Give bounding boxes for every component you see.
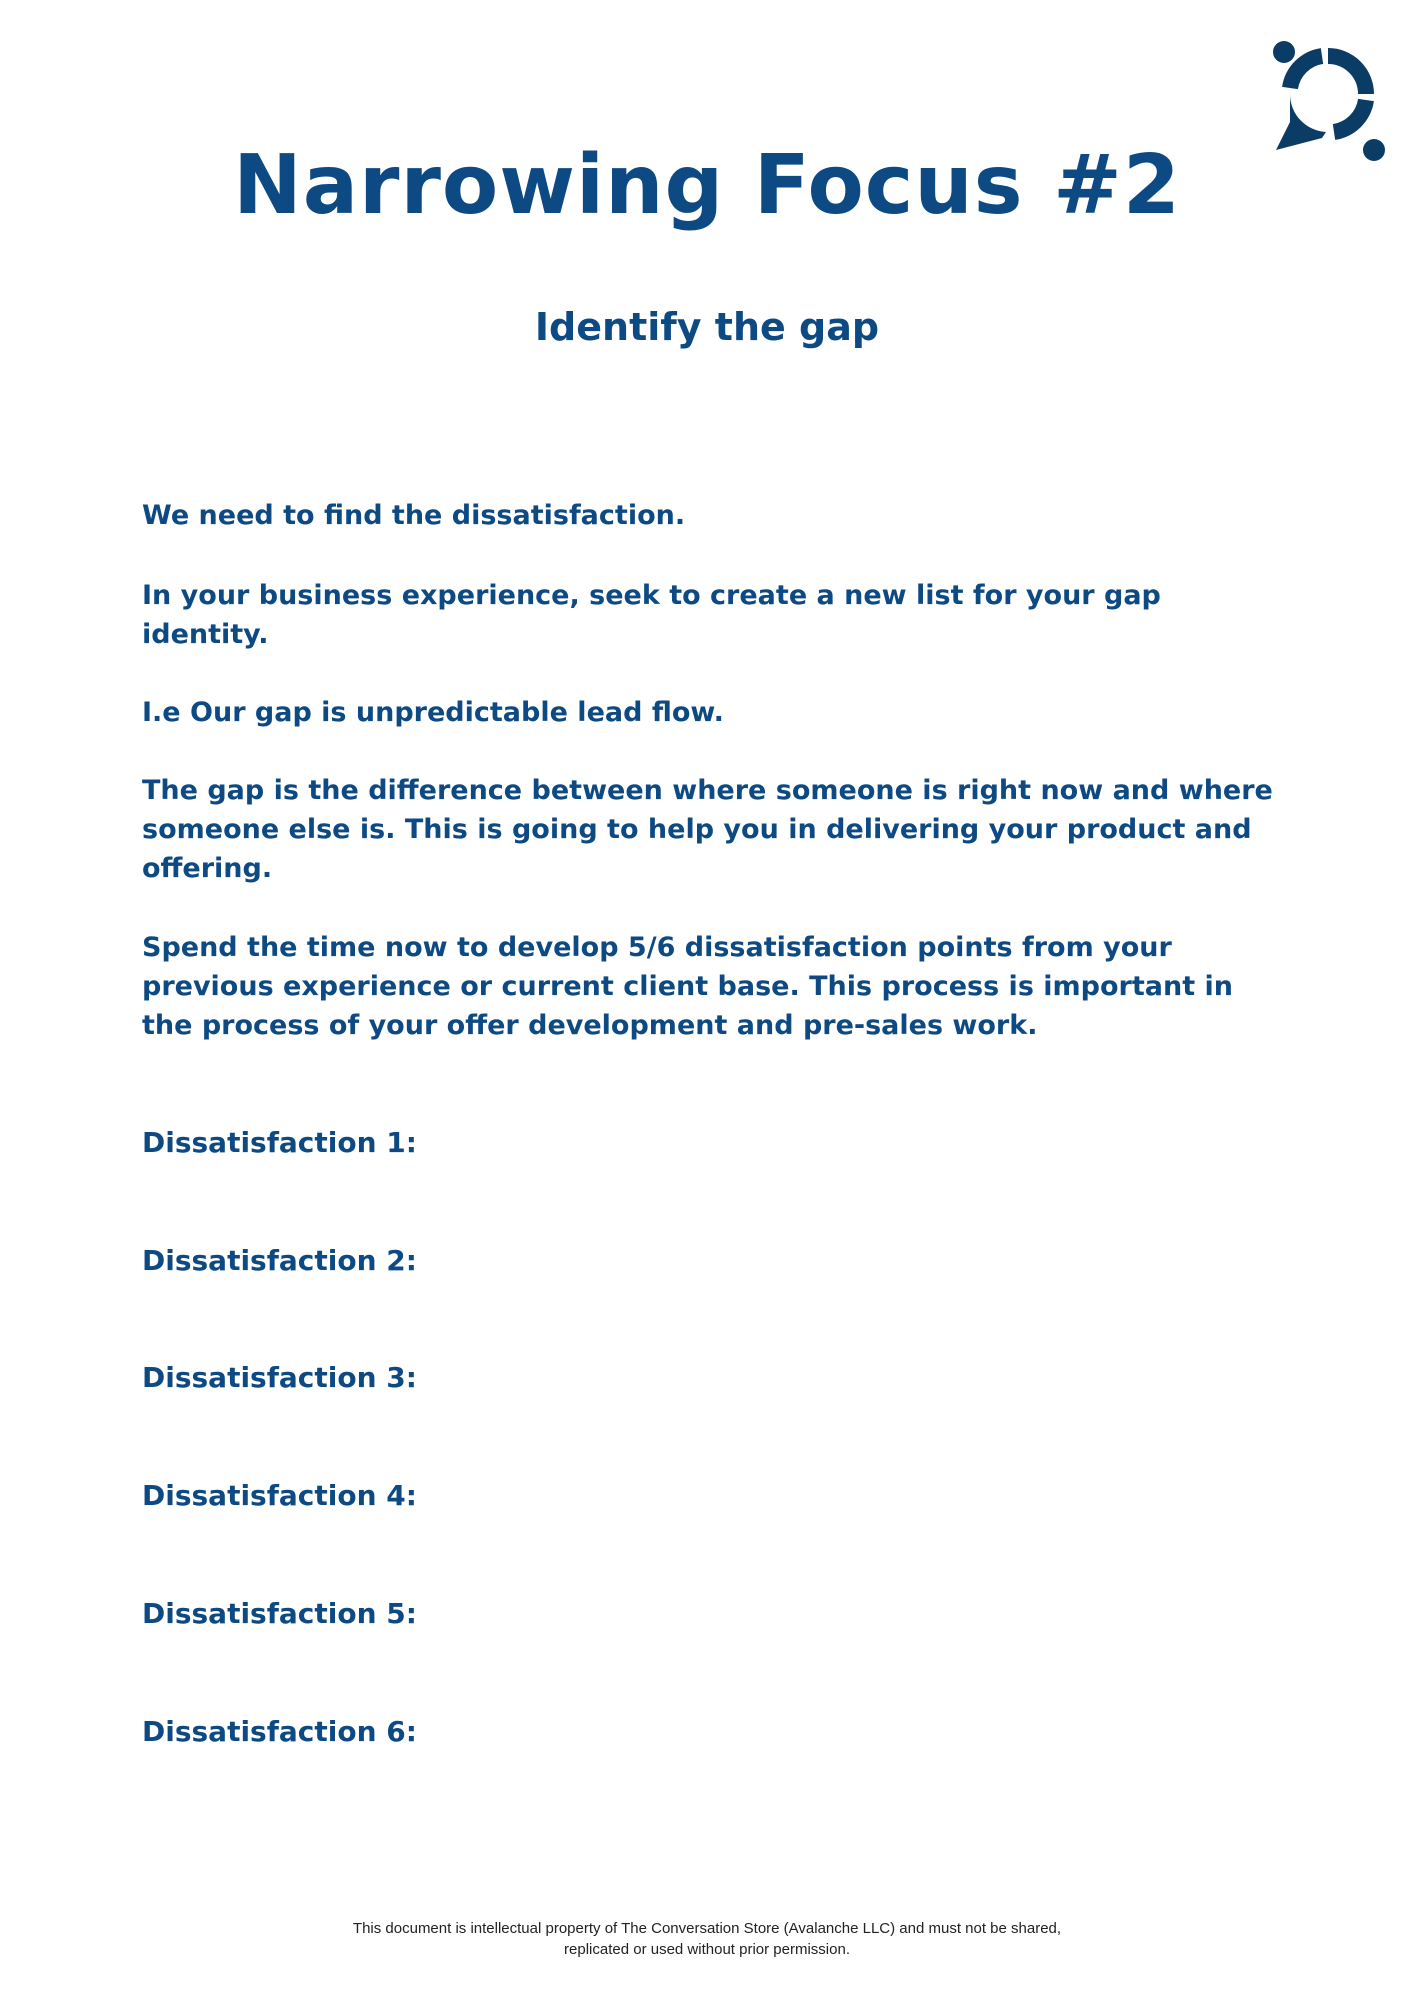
dissatisfaction-label-2: Dissatisfaction 2: bbox=[142, 1244, 417, 1277]
paragraph-gap-list: In your business experience, seek to create a new list for your gap identity. bbox=[142, 580, 1161, 650]
dissatisfaction-label-6: Dissatisfaction 6: bbox=[142, 1715, 417, 1748]
page-subtitle: Identify the gap bbox=[534, 305, 880, 349]
copyright-footer bbox=[0, 1918, 1414, 1960]
footer-line-2: replicated or used without prior permission. bbox=[564, 1941, 850, 1958]
dissatisfaction-label-3: Dissatisfaction 3: bbox=[142, 1361, 417, 1394]
paragraph-instructions: Spend the time now to develop 5/6 dissatisfaction points from your previous experience or current client base. This process is important in the process of your offer development and pre-sales work. bbox=[142, 932, 1233, 1041]
footer-line-1: This document is intellectual property of The Conversation Store (Avalanche LLC) and must not be shared, bbox=[352, 1920, 1062, 1937]
dissatisfaction-label-4: Dissatisfaction 4: bbox=[142, 1479, 417, 1512]
dissatisfaction-label-1: Dissatisfaction 1: bbox=[142, 1126, 417, 1159]
paragraph-example: I.e Our gap is unpredictable lead flow. bbox=[142, 697, 724, 728]
paragraph-intro: We need to find the dissatisfaction. bbox=[142, 500, 686, 531]
page-title: Narrowing Focus #2 bbox=[233, 138, 1181, 233]
paragraph-gap-definition: The gap is the difference between where someone is right now and where someone else is. This is going to help you in delivering your product and offering. bbox=[142, 775, 1273, 884]
dissatisfaction-label-5: Dissatisfaction 5: bbox=[142, 1597, 417, 1630]
